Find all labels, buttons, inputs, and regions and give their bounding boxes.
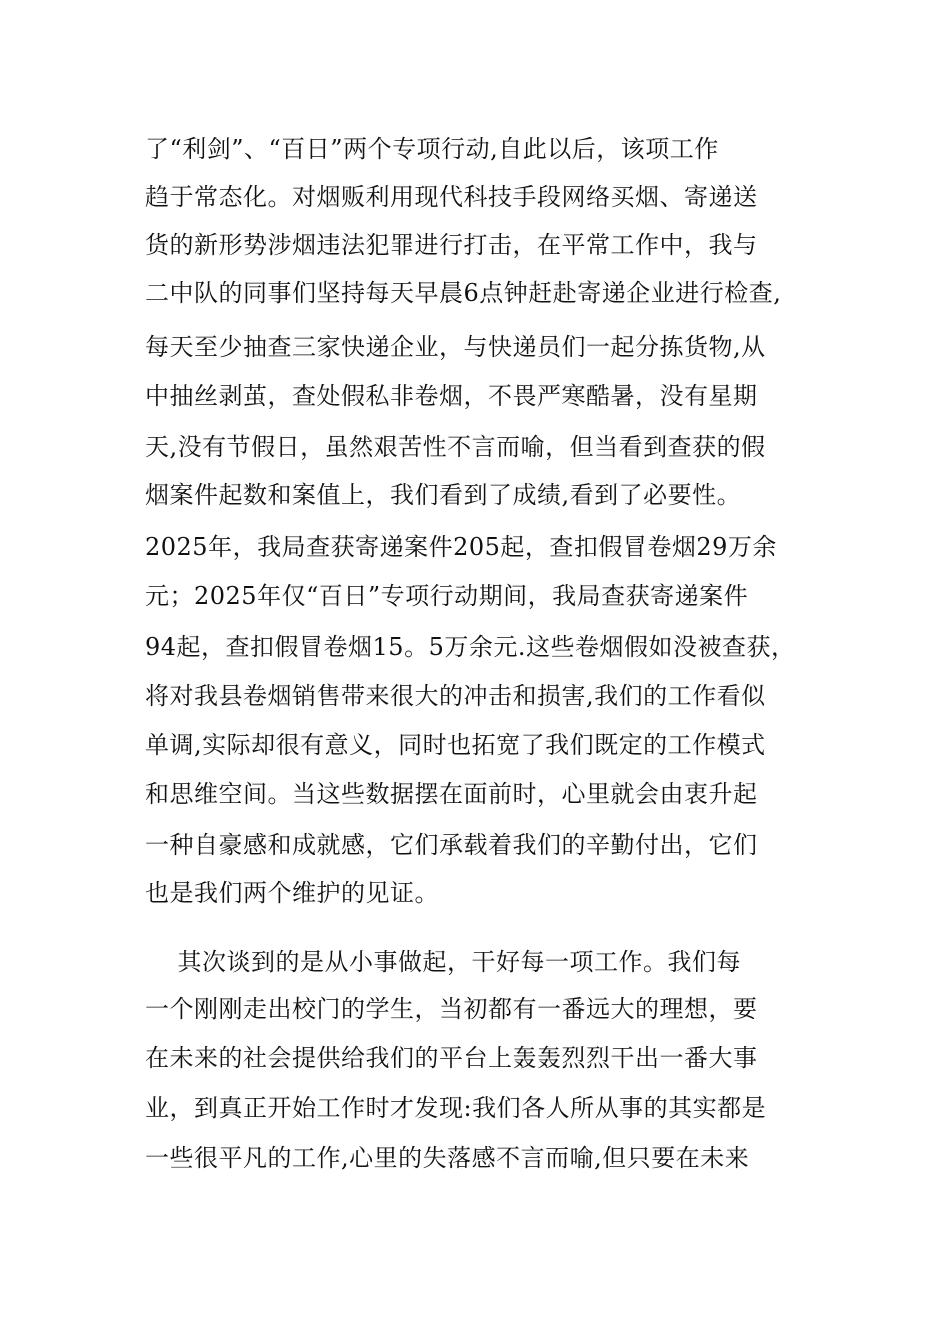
text-line: 趋于常态化。对烟贩利用现代科技手段网络买烟、寄递送: [145, 183, 758, 211]
text-line: 一些很平凡的工作,心里的失落感不言而喻,但只要在未来: [145, 1144, 750, 1172]
text-line: 和思维空间。当这些数据摆在面前时，心里就会由衷升起: [145, 780, 758, 808]
text-line: 94起，查扣假冒卷烟15。5万余元.这些卷烟假如没被查获，: [145, 633, 796, 661]
text-line: 在未来的社会提供给我们的平台上轰轰烈烈干出一番大事: [145, 1044, 758, 1072]
text-line: 货的新形势涉烟违法犯罪进行打击，在平常工作中，我与: [145, 231, 758, 259]
text-line: 一种自豪感和成就感，它们承载着我们的辛勤付出，它们: [145, 831, 758, 859]
text-line: 元；2025年仅“百日”专项行动期间，我局查获寄递案件: [145, 582, 749, 610]
text-line: 了“利剑”、“百日”两个专项行动,自此以后，该项工作: [145, 135, 719, 163]
text-line: 也是我们两个维护的见证。: [145, 879, 439, 907]
text-line: 二中队的同事们坚持每天早晨6点钟赶赴寄递企业进行检查,: [145, 279, 782, 307]
text-line: 天,没有节假日，虽然艰苦性不言而喻，但当看到查获的假: [145, 433, 766, 461]
text-line: 2025年，我局查获寄递案件205起，查扣假冒卷烟29万余: [145, 533, 777, 561]
text-line: 每天至少抽查三家快递企业，与快递员们一起分拣货物,从: [145, 333, 766, 361]
text-line: 烟案件起数和案值上，我们看到了成绩,看到了必要性。: [145, 481, 742, 509]
text-line: 其次谈到的是从小事做起，干好每一项工作。我们每: [145, 948, 742, 976]
text-line: 将对我县卷烟销售带来很大的冲击和损害,我们的工作看似: [145, 682, 766, 710]
text-line: 一个刚刚走出校门的学生，当初都有一番远大的理想，要: [145, 995, 758, 1023]
text-line: 业，到真正开始工作时才发现:我们各人所从事的其实都是: [145, 1094, 767, 1122]
text-line: 单调,实际却很有意义，同时也拓宽了我们既定的工作模式: [145, 731, 766, 759]
text-line: 中抽丝剥茧，查处假私非卷烟，不畏严寒酷暑，没有星期: [145, 382, 758, 410]
